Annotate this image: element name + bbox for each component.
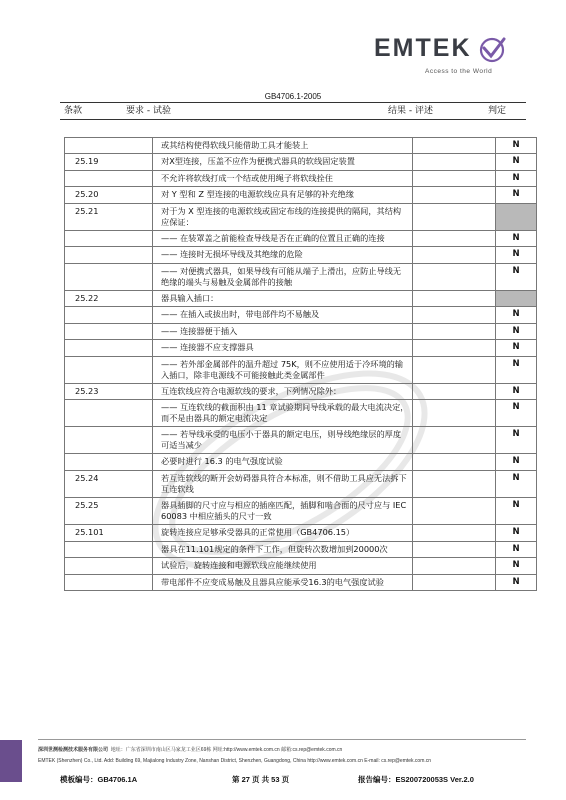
table-row (65, 470, 537, 497)
result-cell (413, 138, 496, 154)
table-row (65, 323, 537, 339)
result-cell (413, 247, 496, 263)
result-cell (413, 263, 496, 290)
standard-number: GB4706.1-2005 (264, 92, 322, 101)
requirement-cell: —— 连接器不应支撑器具 (153, 340, 413, 356)
table-row (65, 340, 537, 356)
verdict-cell: N (496, 187, 537, 203)
table-row (65, 525, 537, 541)
table-row (65, 307, 537, 323)
verdict-cell: N (496, 574, 537, 590)
verdict-cell: N (496, 170, 537, 186)
footer-divider (38, 739, 526, 740)
result-cell (413, 340, 496, 356)
verdict-cell: N (496, 323, 537, 339)
footer-company-cn: 深圳世测检测技术服务有限公司 (38, 747, 109, 753)
verdict-cell: N (496, 497, 537, 524)
table-row (65, 383, 537, 399)
verdict-cell: N (496, 525, 537, 541)
verdict-cell: N (496, 263, 537, 290)
clause-cell (65, 170, 153, 186)
requirement-cell: 或其结构使得软线只能借助工具才能装上 (153, 138, 413, 154)
clause-cell (65, 427, 153, 454)
requirement-cell: 对 Y 型和 Z 型连接的电源软线应具有足够的补充绝缘 (153, 187, 413, 203)
verdict-cell: N (496, 427, 537, 454)
clause-cell: 25.20 (65, 187, 153, 203)
result-cell (413, 187, 496, 203)
requirement-cell: 器具插脚的尺寸应与相应的插座匹配，插脚和啮合面的尺寸应与 IEC 60083 中相应插头的尺寸一致 (153, 497, 413, 524)
table-row (65, 558, 537, 574)
verdict-cell: N (496, 383, 537, 399)
table-row (65, 574, 537, 590)
result-cell (413, 170, 496, 186)
result-cell (413, 307, 496, 323)
requirement-cell: 对于为 X 型连接的电源软线或固定布线的连接提供的隔间，其结构应保证： (153, 203, 413, 230)
requirement-cell: —— 连接器便于插入 (153, 323, 413, 339)
verdict-cell: N (496, 558, 537, 574)
verdict-cell (496, 203, 537, 230)
verdict-cell: N (496, 340, 537, 356)
result-cell (413, 525, 496, 541)
clause-cell (65, 231, 153, 247)
clause-cell (65, 541, 153, 557)
table-row (65, 291, 537, 307)
clause-cell (65, 574, 153, 590)
requirement-cell: —— 对便携式器具，如果导线有可能从端子上滑出，应防止导线无绝缘的端头与易触及金属部件的接触 (153, 263, 413, 290)
page-number: 第 27 页 共 53 页 (232, 775, 290, 784)
requirement-cell: —— 若外部金属部件的温升超过 75K，则不应使用适于冷环境的输入插口，除非电源线不可能接触此类金属部件 (153, 356, 413, 383)
verdict-cell: N (496, 307, 537, 323)
clause-cell: 25.101 (65, 525, 153, 541)
requirement-cell: 带电部件不应变成易触及且器具应能承受16.3的电气强度试验 (153, 574, 413, 590)
clause-cell (65, 400, 153, 427)
footer-address-cn (38, 746, 538, 753)
footer-address-cn-text: 地址：广东省深圳市南山区马家龙工业区69栋 网址:http://www.emtek.com.cn 邮箱:cs.rep@emtek.com.cn (110, 747, 343, 753)
table-row (65, 170, 537, 186)
verdict-cell: N (496, 400, 537, 427)
header-clause: 条款 (64, 106, 83, 116)
result-cell (413, 558, 496, 574)
report-number: 报告编号：ES200720053S Ver.2.0 (358, 775, 474, 784)
footer-address-en: EMTEK (Shenzhen) Co., Ltd. Add: Building 69, Majialong Industry Zone, Nanshan District, Shenzhen, Guangdong, China http://www.emtek.com.cn E-mail: cs.rep@emtek.com.cn (38, 758, 432, 764)
verdict-cell: N (496, 154, 537, 170)
requirement-cell: 旋转连接应足够承受器具的正常使用（GB4706.15） (153, 525, 413, 541)
verdict-cell: N (496, 470, 537, 497)
requirement-cell: —— 在插入或拔出时，带电部件均不易触及 (153, 307, 413, 323)
company-logo (374, 34, 524, 80)
table-row (65, 400, 537, 427)
clause-cell: 25.25 (65, 497, 153, 524)
result-cell (413, 454, 496, 470)
clause-cell (65, 558, 153, 574)
table-row (65, 541, 537, 557)
clause-cell (65, 356, 153, 383)
clause-cell: 25.23 (65, 383, 153, 399)
requirement-cell: —— 互连软线的截面积由 11 章试验期间导线承载的最大电流决定，而不是由器具的额定电流决定 (153, 400, 413, 427)
table-row (65, 497, 537, 524)
verdict-cell: N (496, 138, 537, 154)
requirement-cell: —— 连接时无损坏导线及其绝缘的危险 (153, 247, 413, 263)
result-cell (413, 383, 496, 399)
result-cell (413, 541, 496, 557)
clause-cell (65, 138, 153, 154)
clause-cell (65, 323, 153, 339)
result-cell (413, 291, 496, 307)
logo-tagline: Access to the World (425, 68, 493, 75)
verdict-cell: N (496, 231, 537, 247)
verdict-cell (496, 291, 537, 307)
requirement-cell: 必要时进行 16.3 的电气强度试验 (153, 454, 413, 470)
template-number: 模板编号：GB4706.1A (60, 775, 138, 784)
result-cell (413, 323, 496, 339)
result-cell (413, 427, 496, 454)
clause-cell (65, 454, 153, 470)
requirement-cell: 若互连软线的断开会妨碍器具符合本标准，则不借助工具应无法拆下互连软线 (153, 470, 413, 497)
table-row (65, 356, 537, 383)
verdict-cell: N (496, 541, 537, 557)
logo-check-mark-icon (478, 36, 506, 64)
table-row (65, 231, 537, 247)
requirement-cell: 不允许将软线打成一个结或使用绳子将软线拴住 (153, 170, 413, 186)
clause-cell: 25.24 (65, 470, 153, 497)
clause-cell (65, 263, 153, 290)
result-cell (413, 203, 496, 230)
verdict-cell: N (496, 454, 537, 470)
table-row (65, 154, 537, 170)
requirement-cell: 互连软线应符合电源软线的要求，下列情况除外： (153, 383, 413, 399)
result-cell (413, 497, 496, 524)
requirement-cell: 对X型连接，压盖不应作为便携式器具的软线固定装置 (153, 154, 413, 170)
table-row (65, 263, 537, 290)
result-cell (413, 154, 496, 170)
table-row (65, 203, 537, 230)
table-row (65, 187, 537, 203)
requirement-cell: —— 若导线承受的电压小于器具的额定电压，则导线绝缘层的厚度可适当减少 (153, 427, 413, 454)
header-verdict: 判定 (488, 106, 507, 116)
requirement-cell: 器具在11.101规定的条件下工作，但旋转次数增加到20000次 (153, 541, 413, 557)
result-cell (413, 231, 496, 247)
clause-cell (65, 340, 153, 356)
verdict-cell: N (496, 247, 537, 263)
footer-accent-bar (0, 740, 22, 782)
requirement-cell: —— 在装罩盖之前能检查导线是否在正确的位置且正确的连接 (153, 231, 413, 247)
table-row (65, 454, 537, 470)
clause-cell (65, 307, 153, 323)
header-result: 结果 - 评述 (388, 106, 433, 116)
verdict-cell: N (496, 356, 537, 383)
result-cell (413, 470, 496, 497)
clause-cell: 25.21 (65, 203, 153, 230)
table-row (65, 427, 537, 454)
result-cell (413, 356, 496, 383)
table-row (65, 247, 537, 263)
requirement-cell: 器具输入插口： (153, 291, 413, 307)
table-row (65, 138, 537, 154)
table-header (60, 102, 526, 120)
header-requirement: 要求 - 试验 (126, 106, 171, 116)
result-cell (413, 400, 496, 427)
clause-cell: 25.19 (65, 154, 153, 170)
result-cell (413, 574, 496, 590)
requirement-cell: 试验后，旋转连接和电源软线应能继续使用 (153, 558, 413, 574)
spec-table (64, 137, 537, 591)
clause-cell (65, 247, 153, 263)
logo-text: EMTEK (374, 34, 472, 62)
clause-cell: 25.22 (65, 291, 153, 307)
